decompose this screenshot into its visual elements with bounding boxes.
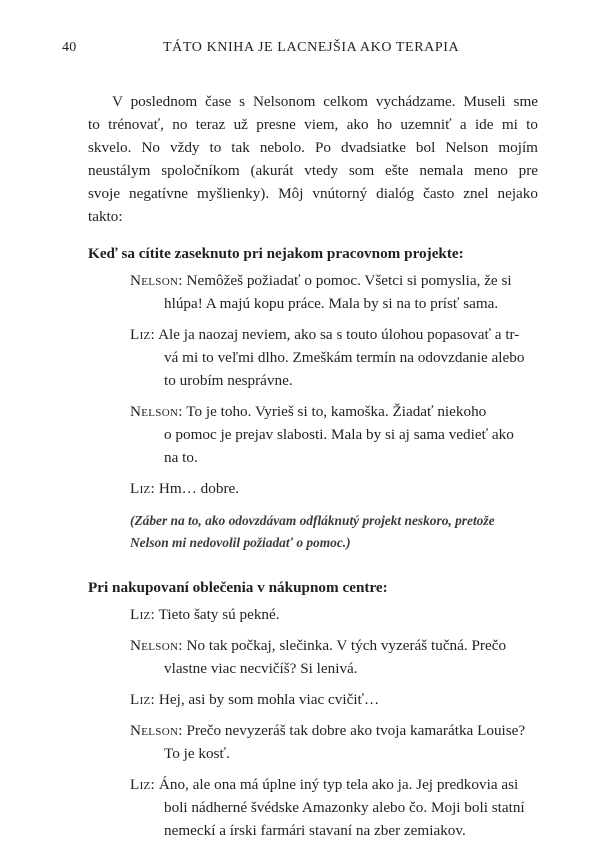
intro-line: svoje negatívne myšlienky). Môj vnútorný dialóg často znel nejako	[88, 185, 538, 202]
dialog-shopping	[88, 603, 538, 842]
dialog-line: hlúpa! A majú kopu práce. Mala by si na to prísť sama.	[164, 295, 499, 312]
intro-line: neustálym spoločníkom (akurát vtedy som ešte nemala meno pre	[88, 162, 538, 179]
dialog-entry	[130, 773, 538, 842]
speaker-label: Liz:	[130, 326, 156, 343]
speaker-label: Liz:	[130, 691, 156, 708]
speaker-label: Nelson:	[130, 272, 183, 289]
dialog-line: Nemôžeš požiadať o pomoc. Všetci si pomyslia, že si	[186, 272, 512, 289]
dialog-line: To je toho. Vyrieš si to, kamoška. Žiadať niekoho	[186, 403, 487, 420]
dialog-entry	[130, 477, 538, 500]
speaker-label: Liz:	[130, 480, 156, 497]
speaker-label: Liz:	[130, 606, 156, 623]
dialog-line: Tieto šaty sú pekné.	[158, 606, 280, 623]
dialog-line: Áno, ale ona má úplne iný typ tela ako ja. Jej predkovia asi	[158, 776, 519, 793]
dialog-line: Prečo nevyzeráš tak dobre ako tvoja kamarátka Louise?	[186, 722, 526, 739]
speaker-label: Nelson:	[130, 637, 183, 654]
intro-line: to trénovať, no teraz už presne viem, ako ho uzemniť a ide mi to	[88, 116, 538, 133]
dialog-entry	[130, 634, 538, 680]
speaker-label: Nelson:	[130, 722, 183, 739]
note-line: Nelson mi nedovolil požiadať o pomoc.)	[130, 535, 351, 550]
dialog-line: To je kosť.	[164, 745, 230, 762]
dialog-line: vá mi to veľmi dlho. Zmeškám termín na odovzdanie alebo	[164, 349, 525, 366]
dialog-line: No tak počkaj, slečinka. V tých vyzeráš tučná. Prečo	[186, 637, 507, 654]
dialog-entry	[130, 719, 538, 765]
speaker-label: Liz:	[130, 776, 156, 793]
section-heading-shopping: Pri nakupovaní oblečenia v nákupnom centre:	[88, 579, 388, 596]
dialog-line: nemeckí a írski farmári stavaní na zber zemiakov.	[164, 822, 466, 839]
dialog-entry	[130, 269, 538, 315]
dialog-entry	[130, 323, 538, 392]
intro-line: V poslednom čase s Nelsonom celkom vychádzame. Museli sme	[112, 93, 538, 110]
dialog-line: to urobím nesprávne.	[164, 372, 293, 389]
intro-line: takto:	[88, 208, 123, 225]
dialog-line: Hm… dobre.	[158, 480, 240, 497]
section-heading-work: Keď sa cítite zaseknuto pri nejakom pracovnom projekte:	[88, 245, 464, 262]
page-number: 40	[62, 40, 77, 55]
speaker-label: Nelson:	[130, 403, 183, 420]
dialog-entry	[130, 688, 538, 711]
dialog-line: Hej, asi by som mohla viac cvičiť…	[158, 691, 380, 708]
dialog-line: na to.	[164, 449, 198, 466]
running-header	[62, 40, 540, 62]
dialog-line: vlastne viac necvičíš? Si lenivá.	[164, 660, 358, 677]
dialog-entry	[130, 400, 538, 469]
stage-note	[130, 510, 538, 554]
dialog-work	[88, 269, 538, 554]
intro-paragraph	[88, 90, 538, 228]
dialog-line: Ale ja naozaj neviem, ako sa s touto úlohou popasovať a tr-	[158, 326, 520, 343]
running-title: TÁTO KNIHA JE LACNEJŠIA AKO TERAPIA	[163, 40, 460, 55]
intro-line: skvelo. No vždy to tak nebolo. Po dvadsiatke bol Nelson mojím	[88, 139, 538, 156]
page-body	[88, 90, 538, 842]
dialog-entry	[130, 603, 538, 626]
dialog-line: boli nádherné švédske Amazonky alebo čo. Moji boli statní	[164, 799, 525, 816]
note-line: (Záber na to, ako odovzdávam odfláknutý projekt neskoro, pretože	[130, 513, 495, 528]
dialog-line: o pomoc je prejav slabosti. Mala by si aj sama vedieť ako	[164, 426, 514, 443]
